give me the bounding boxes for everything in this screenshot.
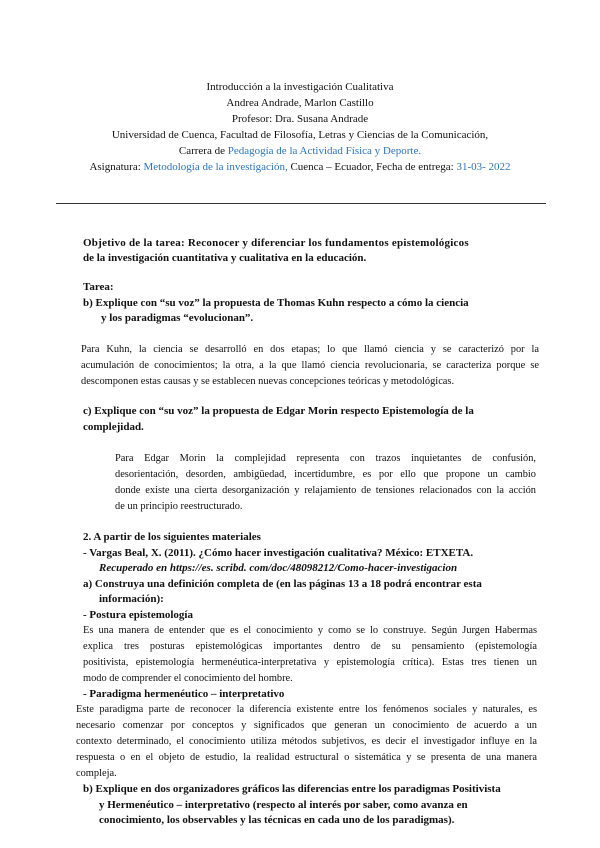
paradigma-text-line: necesario comenzar por conceptos y significados que generan un conocimiento de acuerdo a un	[76, 720, 537, 731]
question-a-line-2: información):	[99, 593, 164, 605]
question-b2-line-2: y Hermenéutico – interpretativo (respecto al interés por saber, como avanza en	[99, 799, 468, 811]
answer-c-line: donde existe una cierta desorganización y relajamiento de tensiones relacionados con la acción	[115, 485, 536, 496]
task-heading: Tarea:	[83, 281, 114, 293]
postura-text-line: modo de comprender el conocimiento del hombre.	[83, 673, 293, 684]
answer-b-line: Para Kuhn, la ciencia se desarrolló en dos etapas; lo que llamó ciencia y se caracterizó por la	[81, 344, 539, 355]
subject-label: Asignatura:	[89, 161, 144, 173]
postura-text-line: positivista, epistemología hermenéutica-interpretativa y epistemología crítica). Estas tres tienen un	[83, 657, 537, 668]
career-link[interactable]: Pedagogía de la Actividad Física y Deporte.	[227, 145, 422, 157]
paradigma-heading: - Paradigma hermenéutico – interpretativo	[83, 688, 285, 700]
question-b2-line-1: b) Explique en dos organizadores gráficos las diferencias entre los paradigmas Positivista	[83, 783, 501, 795]
paradigma-text-line: respuesta o en el objeto de estudio, la realidad estructural o sistemática y se presenta de una manera	[76, 752, 537, 763]
section-2-heading: 2. A partir de los siguientes materiales	[83, 531, 261, 543]
answer-b-line: acumulación de conocimientos; la otra, a la que llamó ciencia revolucionaria, se caracteriza porque se	[81, 360, 539, 371]
question-a-line-1: a) Construya una definición completa de (en las páginas 13 a 18 podrá encontrar esta	[83, 578, 482, 590]
reference-line-1: - Vargas Beal, X. (2011). ¿Cómo hacer investigación cualitativa? México: ETXETA.	[83, 547, 474, 559]
paradigma-text-line: compleja.	[76, 768, 117, 779]
paradigma-text-line: contexto determinado, el conocimiento utiliza métodos subjetivos, es decir el investigador influye en la	[76, 736, 537, 747]
professor: Profesor: Dra. Susana Andrade	[231, 113, 369, 125]
question-b2-line-3: conocimiento, los observables y las técnicas en cada uno de los paradigmas).	[99, 814, 455, 826]
university: Universidad de Cuenca, Facultad de Filosofía, Letras y Ciencias de la Comunicación,	[111, 129, 489, 141]
career	[0, 144, 600, 158]
paradigma-text-line: Este paradigma parte de reconocer la diferencia existente entre los fenómenos sociales y naturales, es	[76, 704, 537, 715]
header-divider	[56, 203, 546, 204]
objective-line-2: de la investigación cuantitativa y cualitativa en la educación.	[83, 252, 367, 264]
career-label: Carrera de	[178, 145, 228, 157]
question-b-line-2: y los paradigmas “evolucionan”.	[101, 312, 254, 324]
subject-line	[0, 160, 600, 174]
due-date: 31-03- 2022	[456, 161, 511, 173]
subject-link[interactable]: Metodología de la investigación,	[143, 161, 288, 173]
answer-b-line: descomponen estas causas y se establecen nuevas concepciones teóricas y metodológicas.	[81, 376, 455, 387]
answer-c-line: de un principio reestructurado.	[115, 501, 243, 512]
authors: Andrea Andrade, Marlon Castillo	[226, 97, 374, 109]
location-date-label: Cuenca – Ecuador, Fecha de entrega:	[287, 161, 457, 173]
question-c-line-1: c) Explique con “su voz” la propuesta de Edgar Morin respecto Epistemología de la	[83, 405, 474, 417]
question-c-line-2: complejidad.	[83, 421, 144, 433]
postura-heading: - Postura epistemología	[83, 609, 193, 621]
answer-c-line: desorientación, desorden, ambigüedad, incertidumbre, es por ello que propone un cambio	[115, 469, 536, 480]
question-b-line-1: b) Explique con “su voz” la propuesta de Thomas Kuhn respecto a cómo la ciencia	[83, 297, 469, 309]
objective-line-1: Objetivo de la tarea: Reconocer y diferenciar los fundamentos epistemológicos	[83, 237, 469, 249]
answer-c-line: Para Edgar Morin la complejidad representa con trazos inquietantes de confusión,	[115, 453, 536, 464]
course-title: Introducción a la investigación Cualitativa	[206, 81, 394, 93]
reference-url: Recuperado en https://es. scribd. com/doc/48098212/Como-hacer-investigacion	[99, 562, 458, 574]
postura-text-line: Es una manera de entender que es el conocimiento y como se lo construye. Según Jurgen Habermas	[83, 625, 537, 636]
postura-text-line: explica tres posturas epistemológicas importantes dentro de su pensamiento (epistemología	[83, 641, 537, 652]
